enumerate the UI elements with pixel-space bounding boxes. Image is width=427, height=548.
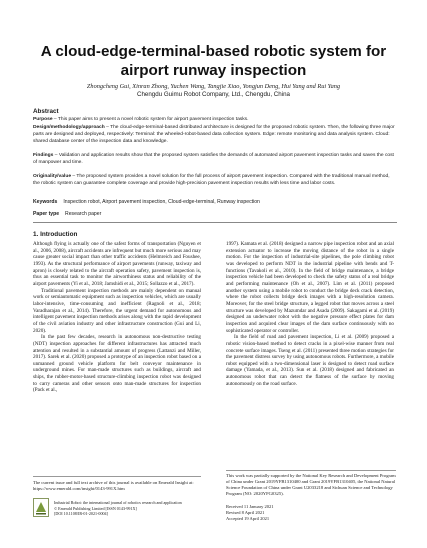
journal-doi: [DOI 10.1108/IR-01-2021-0004] — [54, 511, 108, 517]
author-list: Zhongcheng Gui, Xinran Zhong, Yuchen Wang, Tangjie Xiao, Yongjun Deng, Hui Yang and Rui Yang — [86, 83, 341, 90]
funding-divider — [226, 470, 396, 471]
abstract-heading: Abstract — [33, 108, 59, 115]
abstract-purpose-label: Purpose — [33, 117, 53, 122]
abstract-divider — [33, 222, 397, 223]
abstract-purpose — [33, 117, 397, 124]
affiliation: Chengdu Guimu Robot Company, Ltd., Chengdu, China — [137, 91, 290, 98]
keywords — [33, 199, 397, 206]
paper-type — [33, 211, 397, 218]
abstract-findings-label: Findings — [33, 153, 54, 158]
paper-type-text: Research paper — [65, 211, 102, 217]
emerald-logo-icon — [33, 498, 49, 517]
abstract-findings-text: – Validation and application results show that the proposed system satisfies the demands of automated airport pavement inspection tasks and saves the cost of manpower and time. — [33, 153, 394, 165]
abstract-design — [33, 125, 397, 146]
abstract-originality — [33, 174, 397, 188]
intro-paragraph-3: In the past few decades, research in autonomous non-destructive testing (NDT) inspection approaches for different infrastructures has attracted much attention and resulted in a substantial amount of progress (Lattanzi and Miller, 2017). Sarek et al. (2020) proposed a prototype of an inspection robot based on a unmanned ground vehicle platform for belt conveyor maintenance in underground mines. For man-made structures such as buildings, aircraft and ships, the rubber-motor-based structure-climbing inspection robot was designed to carry cameras and other sensors onto man-made structures for inspection (Pack et al., — [33, 334, 201, 394]
abstract-design-text: – The cloud-edge-terminal-based distributed architecture is designed for the proposed robotic system. Then, the following three major parts are designed and deployed, respectively: Terminal: the wheeled-robot-based data collection system. Edge: remote monitoring and data analysis system. Cloud: shared database center of the inspection data and knowledge. — [33, 125, 395, 144]
footnote-divider — [33, 476, 201, 477]
keywords-label: Keywords — [33, 199, 58, 205]
section-heading-introduction: 1. Introduction — [33, 231, 78, 238]
abstract-purpose-text: – This paper aims to present a novel robotic system for airport pavement inspection tasks. — [52, 117, 249, 122]
intro-paragraph-2: Traditional pavement inspection methods are mainly dependent on manual work or semiautomatic equipment such as inspection vehicles, which are usually labor-intensive, time-consuming and inefficient (Ragnoli et al., 2018; Varadharajan et al., 2014). Therefore, the urgent demand for autonomous and intelligent pavement inspection methods arises along with the rapid development of the civil aviation industry and other infrastructure construction (Gui and Li, 2020). — [33, 287, 201, 334]
abstract-originality-label: Originality/value — [33, 174, 72, 179]
paper-type-label: Paper type — [33, 211, 60, 217]
journal-name: Industrial Robot: the international journal of robotics research and application — [54, 500, 182, 505]
article-dates — [226, 504, 273, 522]
abstract-originality-text: – The proposed system provides a novel solution for the full process of airport pavement inspection. Compared with the traditional manual method, the robotic system can guarantee complete coverage and provide high-precision pavement inspection results with less time and labor costs. — [33, 174, 390, 186]
body-column-left — [33, 241, 201, 394]
journal-info — [54, 500, 204, 517]
archive-footnote: The current issue and full text archive of this journal is available on Emerald Insight at: https://www.emerald.com/insight/0143-991X.htm — [33, 480, 194, 491]
intro-paragraph-5: In the field of road and pavement inspection, Li et al. (2009) proposed a robotic vision-based method to detect cracks in a pixel-wise manner from real concrete surface images. Tseng et al. (2011) presented three motion strategies for the pavement distress survey by using autonomous robots. Furthermore, a mobile robot equipped with a two-dimensional laser is designed to detect road surface damage (Yamada, et al., 2013). Sun et al. (2018) designed and fabricated an autonomous robot that can detect the flatness of the surface by moving autonomously on the road surface. — [226, 334, 394, 387]
funding-note: This work was partially supported by the National Key Research and Development Program of China under Grant 2019YFB1310400 and Grant 2019YFB1310405, the National Natural Science Foundation of China under Grant U2033218 and Sichuan Science and Technology Program (NO: 2020YFG0325). — [226, 473, 396, 497]
body-column-right — [226, 241, 394, 387]
date-revised: Revised 8 April 2021 — [226, 510, 265, 515]
abstract-findings — [33, 153, 397, 167]
paper-title: A cloud-edge-terminal-based robotic system for airport runway inspection — [40, 43, 387, 79]
abstract-design-label: Design/methodology/approach — [33, 125, 105, 130]
date-accepted: Accepted 19 April 2021 — [226, 516, 270, 521]
intro-paragraph-1: Although flying is actually one of the safest forms of transportation (Nguyen et al., 2006, 2008), aircraft accidents are infrequent but much more serious and may cause greater social impact than other traffic accidents (Helmreich and Foushee, 1993). As the structural performance of airport pavements (runway, taxiway and apron) is closely related to the aircraft operation safety, pavement inspection is, thus an essential task to monitor the airworthiness status and reliability of the airport pavements (Yi et al., 2018; Jamshidi et al., 2015; Sollazzo et al., 2017). — [33, 241, 201, 287]
keywords-text: Inspection robot, Airport pavement inspection, Cloud-edge-terminal, Runway inspection — [63, 199, 260, 205]
intro-paragraph-4: 1997). Kamata et al. (2018) designed a narrow pipe inspection robot and an axial extension actuator to increase the moving distance of the robot in a single motion. For the inspection of industrial-site pipelines, the pole climbing robot was developed to perform NDT in the industrial pipeline with bends and T-functions (Tavakoli et al., 2010). In the field of bridge maintenance, a bridge inspection vehicle had been developed to check the safety status of a real bridge and performing maintenance (Oh et al., 2007). Lim et al. (2011) proposed another system using a mobile robot to conduct the bridge deck crack detection, where the robot collects bridge deck images with a high-resolution camera. Moreover, for the steel bridge structure, a legged robot that moves across a steel structure was developed by Mazumdar and Asada (2009). Sakagami et al. (2019) designed an underwater robot with the negative pressure effect plates for dam inspection and acquired clear images of the dam surface continuously with no sophisticated operator or controller. — [226, 241, 394, 334]
date-received: Received 11 January 2021 — [226, 504, 274, 509]
journal-issn: © Emerald Publishing Limited [ISSN 0143-991X] — [54, 505, 137, 511]
